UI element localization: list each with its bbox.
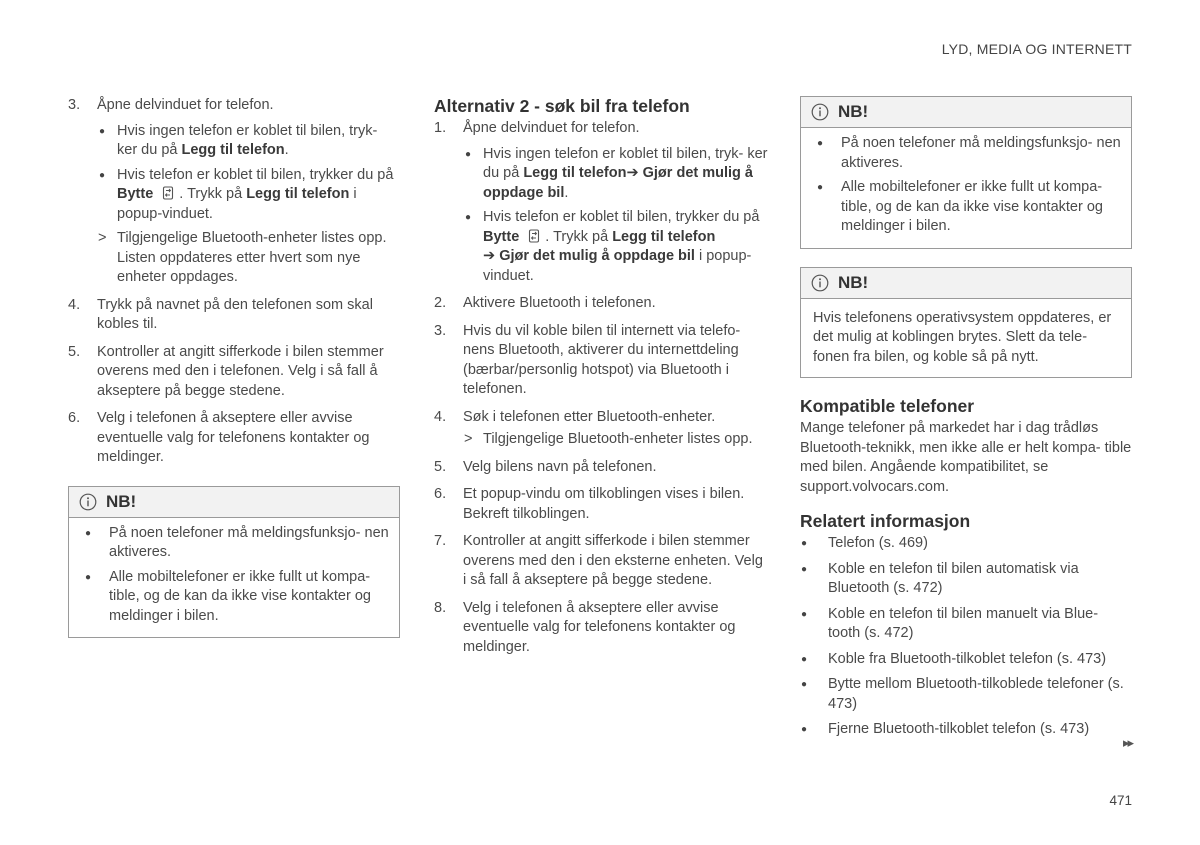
arrow-icon: ➔ [626,165,639,181]
related-link[interactable]: ● Koble en telefon til bilen automatisk via Bluetooth (s. 472) [800,560,1132,599]
step-text: Velg i telefonen å akseptere eller avvise eventuelle valg for telefonens kontakter og meldinger. [97,410,370,465]
result-item [463,430,770,450]
bullet-text: Hvis telefon er koblet til bilen, trykker du på [483,209,760,225]
next-page-icon: ▸▸ [1122,735,1132,750]
step-7 [434,532,770,591]
bullet-text: Hvis ingen telefon er koblet til bilen, tryk- ker du på [483,145,768,181]
ui-term: Bytte [117,186,154,202]
info-circle-icon [811,274,829,292]
note-item: ● På noen telefoner må meldingsfunksjo- nen aktiveres. [811,134,1121,173]
note-box [800,96,1132,249]
paragraph: Mange telefoner på markedet har i dag trådløs Bluetooth-teknikk, men ikke alle er helt kompa- tible med bilen. Angående kompatibilitet, se support.volvocars.com. [800,420,1132,495]
step-number: 6. [434,486,447,502]
related-link[interactable]: ● Koble en telefon til bilen manuelt via Blue- tooth (s. 472) [800,605,1132,644]
step-3 [68,96,400,288]
step-3 [434,322,770,400]
related-link[interactable]: ● Bytte mellom Bluetooth-tilkoblede telefoner (s. 473) [800,675,1132,714]
step-text: Hvis du vil koble bilen til internett via telefo- nens Bluetooth, aktiverer du internettdeling (bærbar/personlig hotspot) via Bluetooth i telefonen. [463,322,741,397]
step-number: 4. [68,296,81,313]
step-text: Kontroller at angitt sifferkode i bilen stemmer overens med den i telefonen. Velg i så fall å akseptere på begge stedene. [97,343,384,399]
section-heading: Alternativ 2 - søk bil fra telefon [434,96,690,116]
step-number: 6. [68,410,81,426]
step-number: 5. [434,458,447,475]
note-item: ● På noen telefoner må meldingsfunksjo- nen aktiveres. [79,524,389,563]
phone-switch-icon [161,185,175,201]
note-text: Hvis telefonens operativsystem oppdateres, er det mulig at koblingen brytes. Slett da tele- fonen fra bilen, og koble så på nytt. [813,309,1112,365]
step-4 [434,408,770,450]
step-number: 1. [434,120,447,136]
step-number: 2. [434,295,447,311]
ui-term: Legg til telefon [523,165,627,181]
step-text: Velg bilens navn på telefonen. [463,458,657,475]
step-2 [434,294,770,314]
step-text: Trykk på navnet på den telefonen som skal kobles til. [97,296,373,332]
step-text: Aktivere Bluetooth i telefonen. [463,295,656,311]
related-link[interactable]: ● Telefon (s. 469) [800,534,1132,554]
related-list [800,534,1132,740]
note-header [801,97,1131,128]
bullet-text: i popup-vinduet. [117,186,357,222]
ui-term: Legg til telefon [612,228,716,245]
bullet-item [463,208,770,286]
note-box [68,486,400,639]
note-item: ● Alle mobiltelefoner er ikke fullt ut kompa- tible, og de kan da ikke vise kontakter og meldinger i bilen. [79,568,389,627]
note-box [800,267,1132,379]
ui-term: Legg til telefon [246,186,350,202]
ui-term: Gjør det mulig å oppdage bil [499,248,695,264]
related-link[interactable]: ● Koble fra Bluetooth-tilkoblet telefon (s. 473) [800,650,1132,670]
ui-term: Bytte [483,228,520,245]
step-8 [434,599,770,658]
page-number: 471 [1109,793,1132,808]
bullet-text: i popup-vinduet. [483,248,752,284]
step-number: 8. [434,599,447,616]
column-left [68,96,400,656]
bullet-text: . Trykk på [179,186,247,202]
step-text: Åpne delvinduet for telefon. [463,120,640,136]
bullet-text: Hvis telefon er koblet til bilen, trykker du på [117,166,394,183]
bullet-text: . [284,142,289,158]
result-marker: > [98,230,107,246]
note-item: ● Alle mobiltelefoner er ikke fullt ut kompa- tible, og de kan da ikke vise kontakter og meldinger i bilen. [811,178,1121,237]
step-text: Søk i telefonen etter Bluetooth-enheter. [463,408,716,425]
step-5 [434,458,770,478]
bullet-item [97,122,400,161]
step-5 [68,343,400,402]
column-middle [434,96,770,665]
note-header [801,268,1131,299]
step-number: 3. [434,322,447,339]
arrow-icon: ➔ [483,248,496,264]
info-circle-icon [79,493,97,511]
chapter-title: LYD, MEDIA OG INTERNETT [941,41,1132,57]
result-text: Tilgjengelige Bluetooth-enheter listes opp. [483,431,753,447]
note-title: NB! [838,102,869,122]
step-1 [434,119,770,286]
step-number: 7. [434,533,447,549]
related-link[interactable]: ● Fjerne Bluetooth-tilkoblet telefon (s. 473) [800,720,1132,740]
ui-term: Gjør det mulig å oppdage bil [483,165,753,201]
bullet-text: . Trykk på [545,228,613,245]
note-header [69,487,399,518]
step-number: 5. [68,343,81,360]
section-heading: Kompatible telefoner [800,396,975,416]
phone-switch-icon [527,228,541,244]
result-marker: > [464,431,473,447]
bullet-text: . [564,184,569,201]
note-title: NB! [838,272,869,292]
note-title: NB! [106,491,137,511]
section-heading: Relatert informasjon [800,511,971,531]
info-circle-icon [811,103,829,121]
result-item [97,229,400,288]
step-number: 4. [434,408,447,425]
bullet-text: Hvis ingen telefon er koblet til bilen, tryk- ker du på [117,122,378,158]
step-text: Åpne delvinduet for telefon. [97,97,274,113]
column-right [800,96,1132,746]
step-text: Et popup-vindu om tilkoblingen vises i bilen. Bekreft tilkoblingen. [463,486,745,522]
step-text: Velg i telefonen å akseptere eller avvise eventuelle valg for telefonens kontakter og meldinger. [463,599,736,655]
bullet-item [97,166,400,225]
bullet-item [463,145,770,204]
step-4 [68,296,400,335]
step-text: Kontroller at angitt sifferkode i bilen stemmer overens med den i den eksterne enheten. Velg i så fall å akseptere på begge stedene. [463,533,763,588]
step-number: 3. [68,97,81,113]
ui-term: Legg til telefon [181,142,285,158]
result-text: Tilgjengelige Bluetooth-enheter listes opp. Listen oppdateres etter hvert som nye enheter oppdages. [117,230,387,285]
step-6 [68,409,400,468]
step-6 [434,485,770,524]
